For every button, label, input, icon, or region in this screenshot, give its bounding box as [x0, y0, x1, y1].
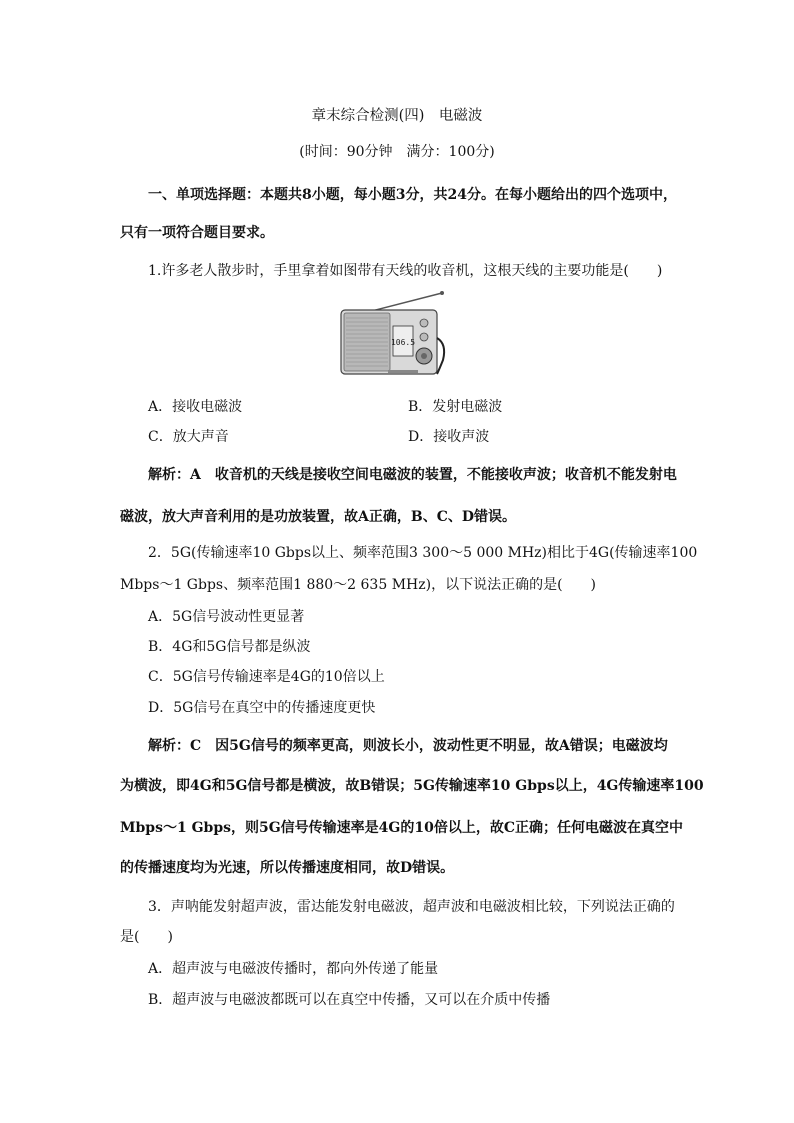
question-3-stem-line2: 是( )	[120, 929, 173, 945]
question-2-option-d: D．5G信号在真空中的传播速度更快	[148, 700, 376, 716]
question-3-stem-line1: 3．声呐能发射超声波，雷达能发射电磁波，超声波和电磁波相比较，下列说法正确的	[148, 899, 675, 915]
section-heading-line2: 只有一项符合题目要求。	[120, 225, 274, 241]
question-1-option-d: D．接收声波	[408, 429, 490, 445]
question-1-option-a: A．接收电磁波	[148, 399, 243, 415]
question-2-option-a: A．5G信号波动性更显著	[148, 609, 305, 625]
question-2-analysis-line4: 的传播速度均为光速，所以传播速度相同，故D错误。	[120, 860, 455, 876]
question-3-option-a: A．超声波与电磁波传播时，都向外传递了能量	[148, 961, 439, 977]
question-1-analysis-line1: 解析：A 收音机的天线是接收空间电磁波的装置，不能接收声波；收音机不能发射电	[148, 467, 677, 483]
svg-text:106.5: 106.5	[390, 338, 416, 347]
question-2-stem-line1: 2．5G(传输速率10 Gbps以上、频率范围3 300～5 000 MHz)相比于4G(传输速率100	[148, 545, 698, 561]
question-1-analysis-line2: 磁波，放大声音利用的是功放装置，故A正确，B、C、D错误。	[120, 509, 516, 525]
exam-info: (时间：90分钟 满分：100分)	[299, 144, 495, 160]
question-1-option-c: C．放大声音	[148, 429, 229, 445]
question-1-stem: 1.许多老人散步时，手里拿着如图带有天线的收音机，这根天线的主要功能是( )	[148, 263, 663, 279]
question-2-analysis-line1: 解析：C 因5G信号的频率更高，则波长小，波动性更不明显，故A错误；电磁波均	[148, 738, 668, 754]
question-3-option-b: B．超声波与电磁波都既可以在真空中传播，又可以在介质中传播	[148, 992, 551, 1008]
question-2-analysis-line2: 为横波，即4G和5G信号都是横波，故B错误；5G传输速率10 Gbps以上，4G传输速率100	[120, 778, 704, 794]
question-2-analysis-line3: Mbps～1 Gbps，则5G信号传输速率是4G的10倍以上，故C正确；任何电磁波在真空中	[120, 820, 684, 836]
question-2-stem-line2: Mbps～1 Gbps、频率范围1 880～2 635 MHz)，以下说法正确的是( )	[120, 577, 597, 593]
section-heading-line1: 一、单项选择题：本题共8小题，每小题3分，共24分。在每小题给出的四个选项中，	[148, 187, 677, 203]
question-2-option-c: C．5G信号传输速率是4G的10倍以上	[148, 669, 385, 685]
question-2-option-b: B．4G和5G信号都是纵波	[148, 639, 311, 655]
radio-figure	[338, 290, 450, 380]
page-title: 章末综合检测(四) 电磁波	[311, 108, 483, 124]
question-1-option-b: B．发射电磁波	[408, 399, 503, 415]
